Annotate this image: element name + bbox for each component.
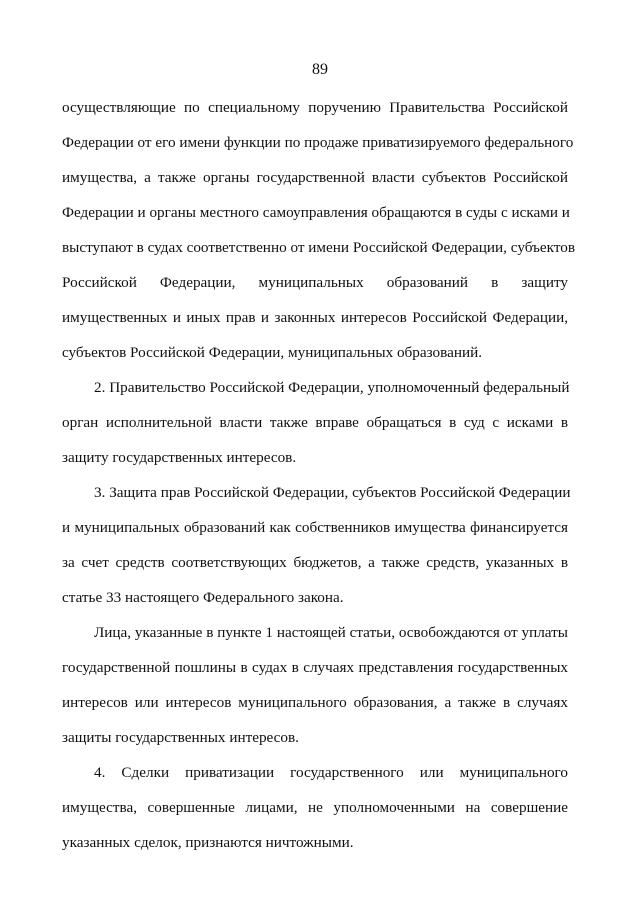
text-line: выступают в судах соответственно от имени Российской Федерации, субъектов xyxy=(62,239,576,256)
text-line: статье 33 настоящего Федерального закона. xyxy=(62,589,344,606)
text-line: защиту государственных интересов. xyxy=(62,449,297,466)
page-number: 89 xyxy=(312,61,328,78)
text-line: субъектов Российской Федерации, муниципальных образований. xyxy=(62,344,483,361)
paragraph-first-line: 3. Защита прав Российской Федерации, субъектов Российской Федерации xyxy=(94,484,571,501)
text-line: за счет средств соответствующих бюджетов, а также средств, указанных в xyxy=(62,554,568,571)
text-line: имущественных и иных прав и законных интересов Российской Федерации, xyxy=(62,309,568,326)
text-line: государственной пошлины в судах в случаях представления государственных xyxy=(62,659,568,676)
document-body xyxy=(62,96,576,866)
paragraph-first-line: 2. Правительство Российской Федерации, уполномоченный федеральный xyxy=(94,379,570,396)
text-line: указанных сделок, признаются ничтожными. xyxy=(62,834,354,851)
paragraph-first-line: 4. Сделки приватизации государственного или муниципального xyxy=(94,764,568,781)
text-line: имущества, совершенные лицами, не уполномоченными на совершение xyxy=(62,799,568,816)
text-line: интересов или интересов муниципального образования, а также в случаях xyxy=(62,694,568,711)
text-line: имущества, а также органы государственной власти субъектов Российской xyxy=(62,169,568,186)
paragraph-first-line: Лица, указанные в пункте 1 настоящей статьи, освобождаются от уплаты xyxy=(94,624,568,641)
text-line: защиты государственных интересов. xyxy=(62,729,299,746)
text-line: Федерации от его имени функции по продаже приватизируемого федерального xyxy=(62,134,574,151)
text-line: Российской Федерации, муниципальных образований в защиту xyxy=(62,274,568,291)
text-line: и муниципальных образований как собственников имущества финансируется xyxy=(62,519,568,536)
text-line: осуществляющие по специальному поручению Правительства Российской xyxy=(62,99,568,116)
text-line: Федерации и органы местного самоуправления обращаются в суды с исками и xyxy=(62,204,570,221)
text-line: орган исполнительной власти также вправе обращаться в суд с исками в xyxy=(62,414,568,431)
